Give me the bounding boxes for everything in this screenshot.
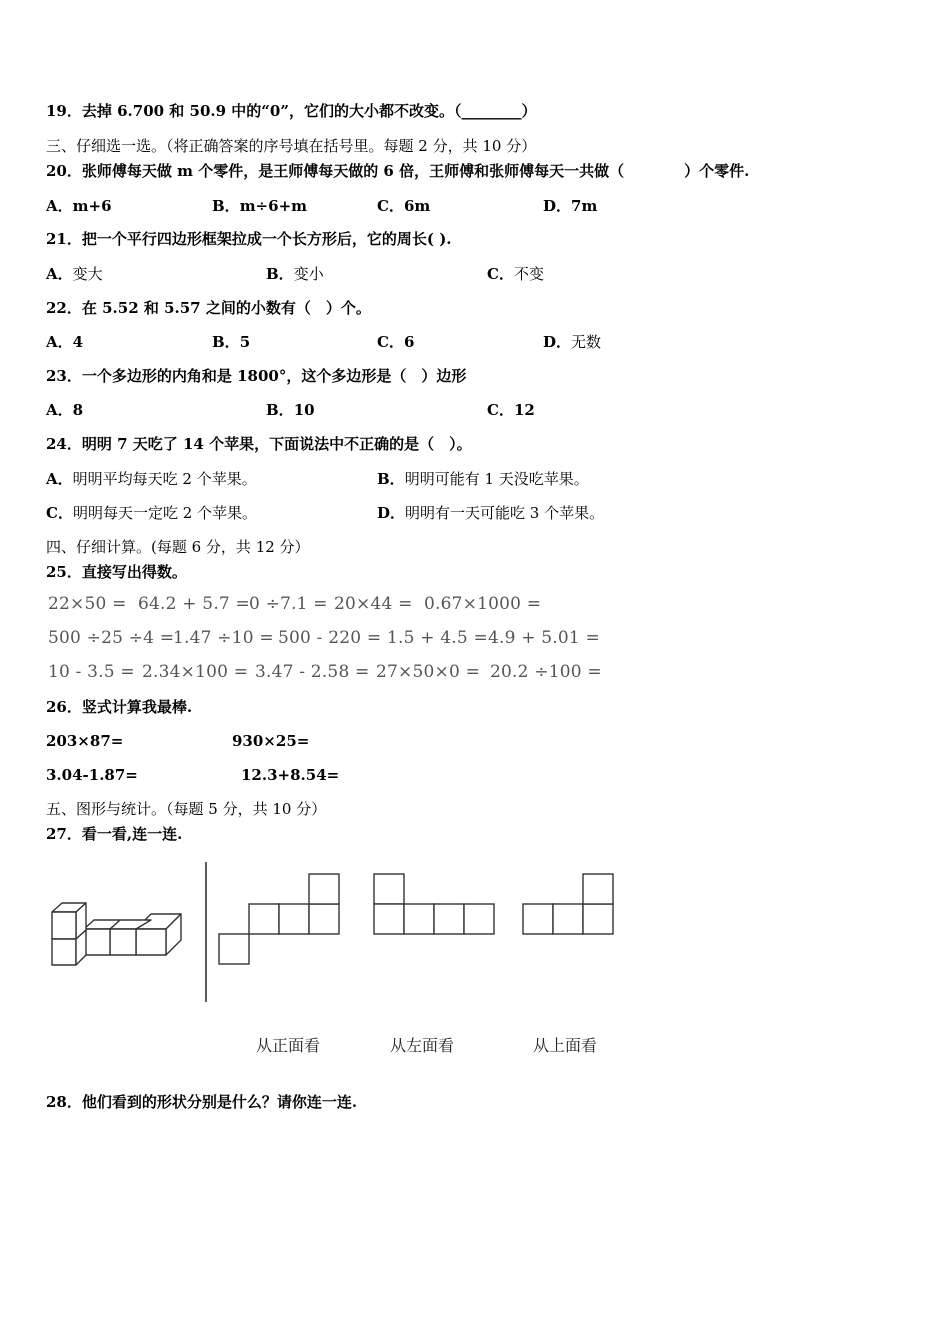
q23-option-b[interactable]: B．10 — [266, 401, 315, 419]
q20-option-d[interactable]: D．7m — [543, 197, 598, 215]
question-20-stem: 20．张师傅每天做 m 个零件，是王师傅每天做的 6 倍，王师傅和张师傅每天一共做（ ）个零件. — [46, 162, 750, 180]
q24-option-c[interactable]: C．明明每天一定吃 2 个苹果。 — [46, 504, 258, 522]
vertical-calc-item: 930×25= — [232, 732, 310, 750]
view-shape-3 — [523, 874, 613, 934]
calc-item: 10 - 3.5 = — [48, 662, 135, 682]
calc-item: 500 ÷25 ÷4 = — [48, 628, 175, 648]
calc-item: 1.5 + 4.5 = — [387, 628, 488, 648]
question-24-stem: 24．明明 7 天吃了 14 个苹果，下面说法中不正确的是（ ）。 — [46, 435, 472, 453]
q24-option-b[interactable]: B．明明可能有 1 天没吃苹果。 — [377, 470, 589, 488]
section-5-heading: 五、图形与统计。（每题 5 分，共 10 分） — [46, 800, 327, 818]
vertical-calc-item: 12.3+8.54= — [241, 766, 340, 784]
question-26-stem: 26．竖式计算我最棒. — [46, 698, 193, 716]
calc-item: 1.47 ÷10 = — [173, 628, 274, 648]
cube-views-figure — [0, 850, 650, 1020]
calc-item: 22×50 = — [48, 594, 127, 614]
question-27-stem: 27．看一看,连一连. — [46, 825, 183, 843]
section-3-heading: 三、仔细选一选。（将正确答案的序号填在括号里。每题 2 分，共 10 分） — [46, 137, 537, 155]
view-shape-2 — [374, 874, 494, 934]
q22-option-b[interactable]: B．5 — [212, 333, 251, 351]
question-19: 19．去掉 6.700 和 50.9 中的“0”，它们的大小都不改变。（________） — [46, 102, 537, 120]
caption-front-view: 从正面看 — [256, 1036, 321, 1055]
vertical-calc-item: 3.04-1.87= — [46, 766, 138, 784]
question-21-stem: 21．把一个平行四边形框架拉成一个长方形后，它的周长( ). — [46, 230, 452, 248]
q21-option-b[interactable]: B．变小 — [266, 265, 324, 283]
calc-item: 27×50×0 = — [376, 662, 481, 682]
question-25-stem: 25．直接写出得数。 — [46, 563, 187, 581]
caption-top-view: 从上面看 — [533, 1036, 598, 1055]
q20-option-c[interactable]: C．6m — [377, 197, 431, 215]
calc-item: 20.2 ÷100 = — [490, 662, 602, 682]
q23-option-c[interactable]: C．12 — [487, 401, 535, 419]
question-22-stem: 22．在 5.52 和 5.57 之间的小数有（ ）个。 — [46, 299, 371, 317]
calc-item: 0 ÷7.1 = — [249, 594, 328, 614]
view-shape-1 — [219, 874, 339, 964]
section-4-heading: 四、仔细计算。(每题 6 分，共 12 分） — [46, 538, 310, 556]
calc-item: 500 - 220 = — [278, 628, 382, 648]
calc-item: 4.9 + 5.01 = — [488, 628, 600, 648]
question-28: 28．他们看到的形状分别是什么？请你连一连. — [46, 1093, 358, 1111]
calc-item: 2.34×100 = — [142, 662, 249, 682]
q20-option-a[interactable]: A．m+6 — [46, 197, 112, 215]
q22-option-a[interactable]: A．4 — [46, 333, 84, 351]
calc-item: 64.2 + 5.7 = — [138, 594, 250, 614]
q22-option-d[interactable]: D．无数 — [543, 333, 602, 351]
calc-item: 3.47 - 2.58 = — [255, 662, 370, 682]
cube-solid — [52, 903, 181, 965]
q21-option-a[interactable]: A．变大 — [46, 265, 103, 283]
caption-left-view: 从左面看 — [390, 1036, 455, 1055]
calc-item: 0.67×1000 = — [424, 594, 542, 614]
question-23-stem: 23．一个多边形的内角和是 1800°，这个多边形是（ ）边形 — [46, 367, 467, 385]
calc-item: 20×44 = — [334, 594, 413, 614]
q24-option-d[interactable]: D．明明有一天可能吃 3 个苹果。 — [377, 504, 605, 522]
q20-option-b[interactable]: B．m÷6+m — [212, 197, 308, 215]
q23-option-a[interactable]: A．8 — [46, 401, 84, 419]
q24-option-a[interactable]: A．明明平均每天吃 2 个苹果。 — [46, 470, 257, 488]
vertical-calc-item: 203×87= — [46, 732, 124, 750]
q21-option-c[interactable]: C．不变 — [487, 265, 544, 283]
q22-option-c[interactable]: C．6 — [377, 333, 415, 351]
